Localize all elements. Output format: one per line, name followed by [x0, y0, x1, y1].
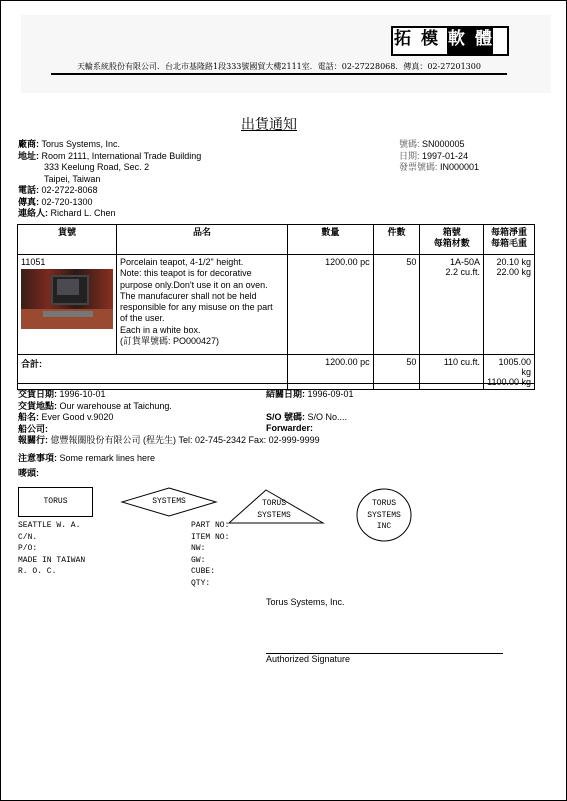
logo-char: 體 [474, 28, 493, 54]
customer-block [18, 139, 201, 220]
vessel-name: Ever Good v.9020 [41, 412, 114, 422]
col-header-name: 品名 [117, 225, 288, 255]
cell-item-no: 11051 [18, 255, 117, 355]
total-weight: 1005.00 kg 1100.00 kg [484, 355, 535, 390]
contact-label: 連絡人: [18, 208, 48, 218]
table-row [18, 255, 535, 355]
cell-weight: 20.10 kg 22.00 kg [484, 255, 535, 355]
total-qty: 1200.00 pc [288, 355, 374, 390]
mark-triangle-text: TORUS SYSTEMS [257, 499, 291, 520]
address-line: 333 Keelung Road, Sec. 2 [44, 162, 150, 172]
company-logo [391, 26, 509, 56]
invoice-label: 發票號碼: [399, 162, 438, 172]
mark-circle-text: TORUS SYSTEMS INC [367, 499, 401, 531]
cell-pieces: 50 [373, 255, 420, 355]
address-line: Room 2111, International Trade Building [41, 150, 202, 161]
doc-no-value: SN000005 [422, 139, 465, 149]
col-header-pieces: 件數 [373, 225, 420, 255]
header-rule [51, 73, 507, 75]
col-header-weight: 每箱淨重 每箱毛重 [484, 225, 535, 255]
vendor-name: Torus Systems, Inc. [41, 139, 121, 149]
phone-label: 電話: [18, 185, 39, 195]
col-header-qty: 數量 [288, 225, 374, 255]
table-header-row [18, 225, 535, 255]
so-number: S/O 號碼: S/O No.... [266, 412, 348, 422]
logo-char: 軟 [447, 28, 466, 54]
logo-char: 拓 [394, 29, 411, 49]
doc-info-block [399, 139, 479, 174]
ship-place: Our warehouse at Taichung. [59, 400, 172, 411]
fax-label: 傳真: [18, 196, 39, 207]
shipping-left: 交貨日期: 1996-10-01 交貨地點: Our warehouse at Taichung. 船名: Ever Good v.9020 船公司: 報關行: 億豐報關股份有限公司 (程先生) Tel: 02-745-2342 Fax: 02-999-9999 [18, 389, 320, 445]
forwarder-label: Forwarder: [266, 423, 314, 433]
customs-date: 結關日期: 1996-09-01 [266, 389, 354, 399]
signature-label: Authorized Signature [266, 654, 351, 664]
broker-info: 億豐報關股份有限公司 (程先生) Tel: 02-745-2342 Fax: 02-999-9999 [50, 435, 320, 445]
mark-left-lines: SEATTLE W. A. C/N. P/O: MADE IN TAIWAN R. O. C. [18, 521, 86, 576]
doc-no-label: 號碼: [399, 139, 420, 149]
address-label: 地址: [18, 150, 39, 161]
doc-date-value: 1997-01-24 [422, 150, 469, 161]
mark-box: TORUS [18, 487, 93, 517]
cell-qty: 1200.00 pc [288, 255, 374, 355]
ship-date: 1996-10-01 [59, 389, 106, 399]
mark-right-lines: PART NO: ITEM NO: NW: GW: CUBE: QTY: [191, 521, 230, 588]
phone-value: 02-2722-8068 [41, 185, 98, 195]
signature-company: Torus Systems, Inc. [266, 597, 345, 607]
mark-diamond-text: SYSTEMS [152, 497, 186, 506]
doc-date-label: 日期: [399, 150, 420, 161]
fax-value: 02-720-1300 [41, 196, 93, 207]
document-title: 出貨通知 [241, 117, 297, 133]
col-header-carton: 箱號 每箱材數 [420, 225, 484, 255]
total-volume: 110 cu.ft. [420, 355, 484, 390]
company-info-line: 天輪系統股份有限公司．台北市基隆路1段333號國貿大樓2111室．電話：02-27228068．傳真：02-27201300 [77, 62, 481, 71]
contact-value: Richard L. Chen [50, 208, 116, 218]
section-divider [17, 383, 535, 384]
carrier-label: 船公司: [18, 423, 48, 434]
col-header-item-no: 貨號 [18, 225, 117, 255]
notes: 注意事項: Some remark lines here [18, 453, 156, 463]
table-total-row [18, 355, 535, 390]
product-photo [21, 269, 113, 329]
total-pieces: 50 [373, 355, 420, 390]
invoice-value: IN000001 [440, 162, 480, 172]
items-table [17, 224, 535, 390]
cell-carton: 1A-50A 2.2 cu.ft. [420, 255, 484, 355]
cell-description: Porcelain teapot, 4-1/2" height. Note: this teapot is for decorative purpose only.Don't use it on an oven. The manufacurer shall not be held responsible for any misuse on the part of the user. Each in a white box. (訂貨單號碼: PO000427) [117, 255, 288, 355]
address-line: Taipei, Taiwan [44, 173, 101, 184]
logo-char: 模 [421, 29, 438, 49]
vendor-label: 廠商: [18, 139, 39, 149]
total-label: 合計: [18, 355, 288, 390]
marks-label: 嘜頭: [18, 468, 39, 478]
